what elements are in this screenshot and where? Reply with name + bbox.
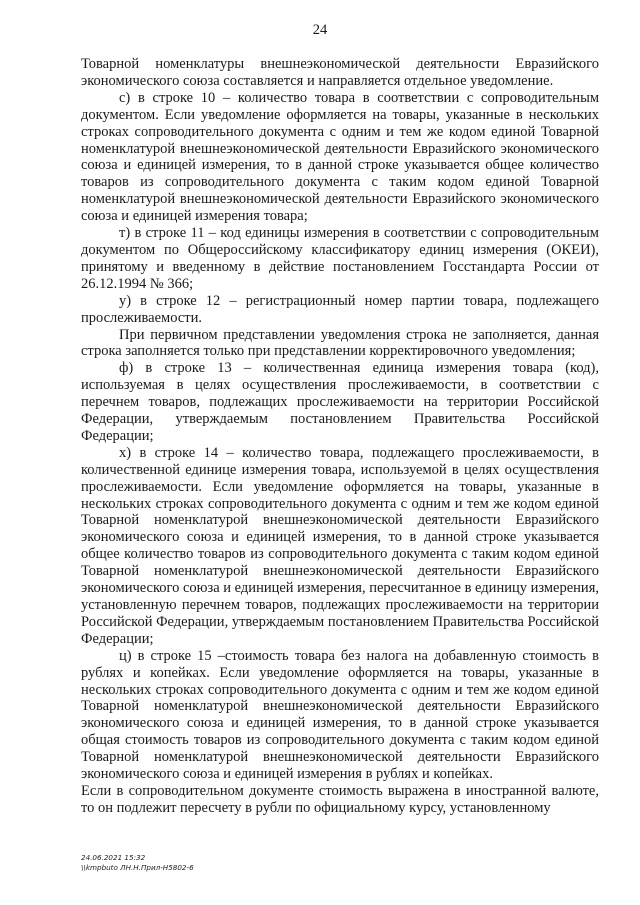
page-number: 24 [312, 22, 328, 38]
paragraph: Если в сопроводительном документе стоимость выражена в иностранной валюте, то он подлежит пересчету в рубли по официальному курсу, установленному [81, 782, 599, 816]
paragraph: с) в строке 10 – количество товара в соответствии с сопроводительным документом. Если уведомление оформляется на товары, указанные в нескольких строках сопроводительного документа с одним и тем же кодом единой Товарной номенклатурой внешнеэкономической деятельности Евразийского экономического союза и единицей измерения, то в данной строке указывается общее количество товаров из сопроводительного документа с таким кодом единой Товарной номенклатурой внешнеэкономической деятельности Евразийского экономического союза и единицей измерения товара; [81, 89, 599, 225]
paragraph: ц) в строке 15 –стоимость товара без налога на добавленную стоимость в рублях и копейках. Если уведомление оформляется на товары, указанные в нескольких строках сопроводительного документа с одним и тем же кодом единой Товарной номенклатурой внешнеэкономической деятельности Евразийского экономического союза и единицей измерения, то в данной строке указывается общая стоимость товаров из сопроводительного документа с таким кодом единой Товарной номенклатурой внешнеэкономической деятельности Евразийского экономического союза и единицей измерения в рублях и копейках. [81, 647, 599, 783]
paragraph: х) в строке 14 – количество товара, подлежащего прослеживаемости, в количественной единице измерения товара, используемой в целях осуществления прослеживаемости. Если уведомление оформляется на товары, указанные в нескольких строках сопроводительного документа с одним и тем же кодом единой Товарной номенклатурой внешнеэкономической деятельности Евразийского экономического союза и единицей измерения, то в данной строке указывается общее количество товаров из сопроводительного документа с таким кодом единой Товарной номенклатурой внешнеэкономической деятельности Евразийского экономического союза и единицей измерения, пересчитанное в единицу измерения, установленную перечнем товаров, подлежащих прослеживаемости на территории Российской Федерации, утверждаемым постановлением Правительства Российской Федерации; [81, 444, 600, 647]
paragraph: у) в строке 12 – регистрационный номер партии товара, подлежащего прослеживаемости. [81, 292, 599, 326]
footer-date: 24.06.2021 15:32 [81, 853, 146, 862]
footer-file-path: \\kmpbuto ЛН.Н.Прил-Н5802-6 [81, 863, 194, 872]
paragraph: т) в строке 11 – код единицы измерения в соответствии с сопроводительным документом по Общероссийскому классификатору единиц измерения (ОКЕИ), принятому и введенному в действие постановлением Госстандарта России от 26.12.1994 № 366; [81, 225, 599, 292]
paragraph: ф) в строке 13 – количественная единица измерения товара (код), используемая в целях осуществления прослеживаемости, в соответствии с перечнем товаров, подлежащих прослеживаемости на территории Российской Федерации, утверждаемым постановлением Правительства Российской Федерации; [81, 360, 599, 444]
document-body [81, 56, 599, 817]
paragraph: При первичном представлении уведомления строка не заполняется, данная строка заполняется только при представлении корректировочного уведомления; [81, 326, 599, 360]
document-footer [81, 853, 194, 873]
paragraph: Товарной номенклатуры внешнеэкономической деятельности Евразийского экономического союза составляется и направляется отдельное уведомление. [81, 56, 599, 89]
